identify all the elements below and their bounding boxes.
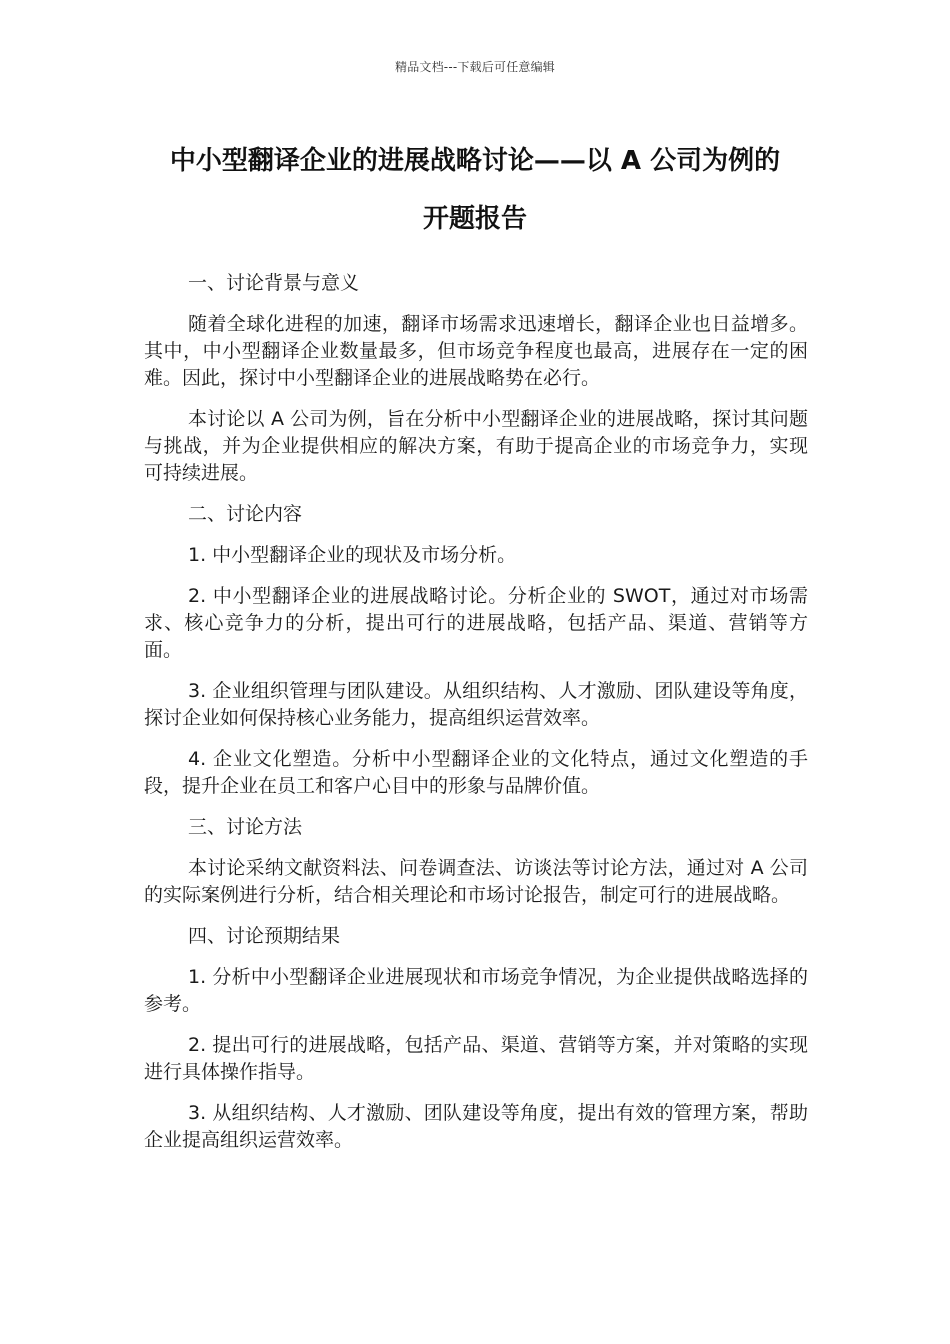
- paragraph: 本讨论以 A 公司为例，旨在分析中小型翻译企业的进展战略，探讨其问题与挑战，并为企业提供相应的解决方案，有助于提高企业的市场竞争力，实现可持续进展。: [144, 408, 808, 484]
- document-body: [144, 270, 808, 1168]
- list-item: 1. 分析中小型翻译企业进展现状和市场竞争情况，为企业提供战略选择的参考。: [144, 966, 808, 1015]
- list-item: 1. 中小型翻译企业的现状及市场分析。: [188, 544, 517, 566]
- page-header: 精品文档---下载后可任意编辑: [395, 60, 555, 74]
- section-heading: 四、讨论预期结果: [188, 925, 341, 947]
- list-item: 4. 企业文化塑造。分析中小型翻译企业的文化特点，通过文化塑造的手段，提升企业在员工和客户心目中的形象与品牌价值。: [144, 748, 808, 797]
- title-line-1: 中小型翻译企业的进展战略讨论——以 A 公司为例的: [169, 146, 781, 176]
- document-title: [140, 132, 810, 248]
- list-item: 3. 企业组织管理与团队建设。从组织结构、人才激励、团队建设等角度，探讨企业如何保持核心业务能力，提高组织运营效率。: [144, 680, 808, 729]
- title-line-2: 开题报告: [422, 204, 527, 234]
- list-item: 2. 中小型翻译企业的进展战略讨论。分析企业的 SWOT，通过对市场需求、核心竞争力的分析，提出可行的进展战略，包括产品、渠道、营销等方面。: [144, 585, 808, 661]
- section-heading: 三、讨论方法: [188, 816, 303, 838]
- list-item: 3. 从组织结构、人才激励、团队建设等角度，提出有效的管理方案，帮助企业提高组织运营效率。: [144, 1102, 808, 1151]
- section-heading: 一、讨论背景与意义: [188, 272, 360, 294]
- paragraph: 本讨论采纳文献资料法、问卷调查法、访谈法等讨论方法，通过对 A 公司的实际案例进行分析，结合相关理论和市场讨论报告，制定可行的进展战略。: [144, 857, 808, 906]
- section-heading: 二、讨论内容: [188, 503, 303, 525]
- list-item: 2. 提出可行的进展战略，包括产品、渠道、营销等方案，并对策略的实现进行具体操作指导。: [144, 1034, 808, 1083]
- paragraph: 随着全球化进程的加速，翻译市场需求迅速增长，翻译企业也日益增多。其中，中小型翻译企业数量最多，但市场竞争程度也最高，进展存在一定的困难。因此，探讨中小型翻译企业的进展战略势在必行。: [144, 313, 808, 389]
